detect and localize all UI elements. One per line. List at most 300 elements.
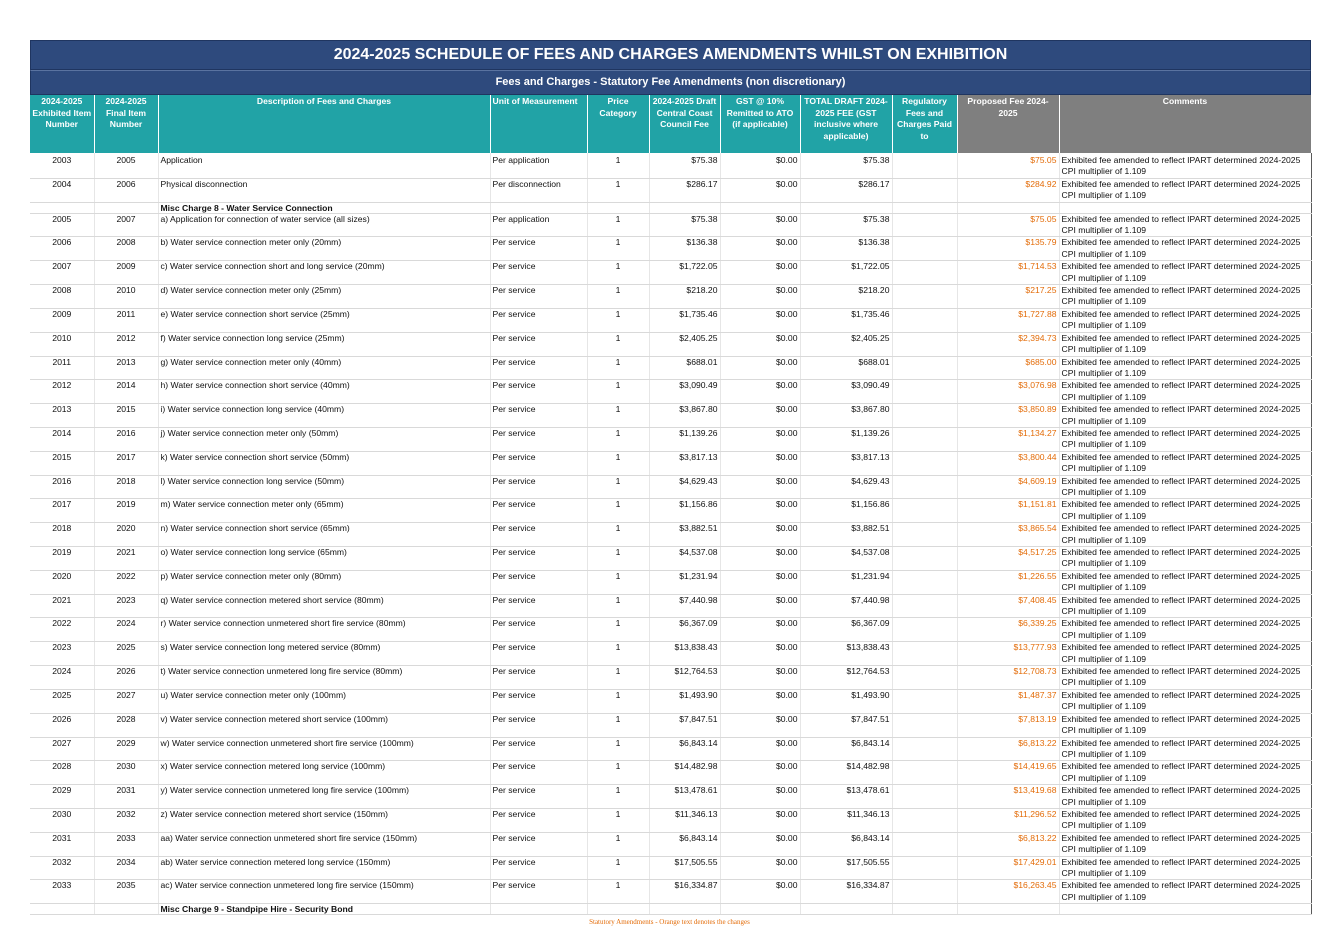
regulatory-cell: [892, 332, 957, 356]
table-row: [30, 761, 1311, 785]
exhibited-item-cell: 2017: [30, 499, 94, 523]
comment-cell: Exhibited fee amended to reflect IPART determined 2024-2025 CPI multiplier of 1.109: [1059, 178, 1311, 202]
draft-fee-cell: $7,847.51: [649, 713, 720, 737]
regulatory-cell: [892, 618, 957, 642]
section-heading: Misc Charge 9 - Standpipe Hire - Security Bond: [158, 904, 490, 915]
proposed-fee-cell: $13,419.68: [957, 785, 1059, 809]
final-item-cell: 2022: [94, 570, 158, 594]
price-category-cell: 1: [587, 451, 649, 475]
description-cell: z) Water service connection metered short service (150mm): [158, 808, 490, 832]
description-cell: l) Water service connection long service (50mm): [158, 475, 490, 499]
table-row: [30, 856, 1311, 880]
price-category-cell: 1: [587, 261, 649, 285]
exhibited-item-cell: 2014: [30, 427, 94, 451]
description-cell: c) Water service connection short and long service (20mm): [158, 261, 490, 285]
proposed-fee-cell: $2,394.73: [957, 332, 1059, 356]
section-heading: Misc Charge 8 - Water Service Connection: [158, 202, 490, 213]
total-fee-cell: $136.38: [800, 237, 892, 261]
gst-cell: $0.00: [720, 451, 800, 475]
gst-cell: $0.00: [720, 737, 800, 761]
regulatory-cell: [892, 642, 957, 666]
final-item-cell: 2024: [94, 618, 158, 642]
table-row: [30, 666, 1311, 690]
empty-cell: [892, 202, 957, 213]
comment-cell: Exhibited fee amended to reflect IPART determined 2024-2025 CPI multiplier of 1.109: [1059, 880, 1311, 904]
draft-fee-cell: $3,817.13: [649, 451, 720, 475]
final-item-cell: 2023: [94, 594, 158, 618]
exhibited-item-cell: 2027: [30, 737, 94, 761]
description-cell: w) Water service connection unmetered short fire service (100mm): [158, 737, 490, 761]
price-category-cell: 1: [587, 856, 649, 880]
empty-cell: [490, 904, 587, 915]
gst-cell: $0.00: [720, 785, 800, 809]
gst-cell: $0.00: [720, 427, 800, 451]
exhibited-item-cell: 2015: [30, 451, 94, 475]
empty-cell: [94, 904, 158, 915]
description-cell: r) Water service connection unmetered short fire service (80mm): [158, 618, 490, 642]
description-cell: Physical disconnection: [158, 178, 490, 202]
comment-cell: Exhibited fee amended to reflect IPART determined 2024-2025 CPI multiplier of 1.109: [1059, 713, 1311, 737]
comment-cell: Exhibited fee amended to reflect IPART determined 2024-2025 CPI multiplier of 1.109: [1059, 380, 1311, 404]
draft-fee-cell: $286.17: [649, 178, 720, 202]
description-cell: b) Water service connection meter only (20mm): [158, 237, 490, 261]
draft-fee-cell: $75.38: [649, 153, 720, 178]
unit-cell: Per service: [490, 785, 587, 809]
proposed-fee-cell: $75.05: [957, 213, 1059, 237]
comment-cell: Exhibited fee amended to reflect IPART determined 2024-2025 CPI multiplier of 1.109: [1059, 213, 1311, 237]
unit-cell: Per service: [490, 832, 587, 856]
table-row: [30, 404, 1311, 428]
total-fee-cell: $6,843.14: [800, 737, 892, 761]
regulatory-cell: [892, 404, 957, 428]
final-item-cell: 2006: [94, 178, 158, 202]
comment-cell: Exhibited fee amended to reflect IPART determined 2024-2025 CPI multiplier of 1.109: [1059, 618, 1311, 642]
price-category-cell: 1: [587, 153, 649, 178]
final-item-cell: 2012: [94, 332, 158, 356]
comment-cell: Exhibited fee amended to reflect IPART determined 2024-2025 CPI multiplier of 1.109: [1059, 856, 1311, 880]
description-cell: x) Water service connection metered long service (100mm): [158, 761, 490, 785]
exhibited-item-cell: 2025: [30, 689, 94, 713]
final-item-cell: 2007: [94, 213, 158, 237]
total-fee-cell: $6,367.09: [800, 618, 892, 642]
final-item-cell: 2020: [94, 523, 158, 547]
empty-cell: [720, 904, 800, 915]
price-category-cell: 1: [587, 332, 649, 356]
proposed-fee-cell: $135.79: [957, 237, 1059, 261]
draft-fee-cell: $1,139.26: [649, 427, 720, 451]
exhibited-item-cell: 2033: [30, 880, 94, 904]
comment-cell: Exhibited fee amended to reflect IPART determined 2024-2025 CPI multiplier of 1.109: [1059, 499, 1311, 523]
final-item-cell: 2016: [94, 427, 158, 451]
empty-cell: [587, 904, 649, 915]
price-category-cell: 1: [587, 475, 649, 499]
description-cell: n) Water service connection short service (65mm): [158, 523, 490, 547]
total-fee-cell: $1,231.94: [800, 570, 892, 594]
proposed-fee-cell: $14,419.65: [957, 761, 1059, 785]
empty-cell: [649, 904, 720, 915]
comment-cell: Exhibited fee amended to reflect IPART determined 2024-2025 CPI multiplier of 1.109: [1059, 475, 1311, 499]
header-draft-fee: 2024-2025 Draft Central Coast Council Fee: [649, 95, 720, 153]
gst-cell: $0.00: [720, 380, 800, 404]
section-row: [30, 904, 1311, 915]
regulatory-cell: [892, 451, 957, 475]
header-proposed-fee: Proposed Fee 2024-2025: [957, 95, 1059, 153]
proposed-fee-cell: $1,487.37: [957, 689, 1059, 713]
unit-cell: Per service: [490, 666, 587, 690]
exhibited-item-cell: 2008: [30, 285, 94, 309]
comment-cell: Exhibited fee amended to reflect IPART determined 2024-2025 CPI multiplier of 1.109: [1059, 594, 1311, 618]
total-fee-cell: $75.38: [800, 153, 892, 178]
table-row: [30, 153, 1311, 178]
price-category-cell: 1: [587, 761, 649, 785]
price-category-cell: 1: [587, 689, 649, 713]
unit-cell: Per service: [490, 261, 587, 285]
final-item-cell: 2027: [94, 689, 158, 713]
total-fee-cell: $12,764.53: [800, 666, 892, 690]
draft-fee-cell: $1,722.05: [649, 261, 720, 285]
total-fee-cell: $13,838.43: [800, 642, 892, 666]
draft-fee-cell: $17,505.55: [649, 856, 720, 880]
final-item-cell: 2018: [94, 475, 158, 499]
final-item-cell: 2029: [94, 737, 158, 761]
exhibited-item-cell: 2006: [30, 237, 94, 261]
proposed-fee-cell: $1,151.81: [957, 499, 1059, 523]
table-row: [30, 261, 1311, 285]
comment-cell: Exhibited fee amended to reflect IPART determined 2024-2025 CPI multiplier of 1.109: [1059, 832, 1311, 856]
proposed-fee-cell: $3,800.44: [957, 451, 1059, 475]
gst-cell: $0.00: [720, 213, 800, 237]
proposed-fee-cell: $6,813.22: [957, 737, 1059, 761]
price-category-cell: 1: [587, 499, 649, 523]
price-category-cell: 1: [587, 308, 649, 332]
final-item-cell: 2026: [94, 666, 158, 690]
regulatory-cell: [892, 761, 957, 785]
total-fee-cell: $3,090.49: [800, 380, 892, 404]
description-cell: p) Water service connection meter only (80mm): [158, 570, 490, 594]
empty-cell: [800, 904, 892, 915]
regulatory-cell: [892, 237, 957, 261]
regulatory-cell: [892, 178, 957, 202]
comment-cell: Exhibited fee amended to reflect IPART determined 2024-2025 CPI multiplier of 1.109: [1059, 332, 1311, 356]
document-title: 2024-2025 SCHEDULE OF FEES AND CHARGES AMENDMENTS WHILST ON EXHIBITION: [30, 40, 1311, 70]
comment-cell: Exhibited fee amended to reflect IPART determined 2024-2025 CPI multiplier of 1.109: [1059, 308, 1311, 332]
final-item-cell: 2009: [94, 261, 158, 285]
description-cell: y) Water service connection unmetered long fire service (100mm): [158, 785, 490, 809]
empty-cell: [957, 904, 1059, 915]
table-row: [30, 356, 1311, 380]
fees-table: [30, 95, 1312, 915]
description-cell: a) Application for connection of water service (all sizes): [158, 213, 490, 237]
unit-cell: Per service: [490, 594, 587, 618]
regulatory-cell: [892, 523, 957, 547]
table-row: [30, 880, 1311, 904]
regulatory-cell: [892, 261, 957, 285]
draft-fee-cell: $688.01: [649, 356, 720, 380]
table-row: [30, 618, 1311, 642]
price-category-cell: 1: [587, 547, 649, 571]
header-price-category: Price Category: [587, 95, 649, 153]
regulatory-cell: [892, 832, 957, 856]
proposed-fee-cell: $12,708.73: [957, 666, 1059, 690]
price-category-cell: 1: [587, 404, 649, 428]
description-cell: k) Water service connection short service (50mm): [158, 451, 490, 475]
exhibited-item-cell: 2004: [30, 178, 94, 202]
proposed-fee-cell: $7,408.45: [957, 594, 1059, 618]
gst-cell: $0.00: [720, 689, 800, 713]
empty-cell: [30, 202, 94, 213]
proposed-fee-cell: $1,714.53: [957, 261, 1059, 285]
gst-cell: $0.00: [720, 261, 800, 285]
regulatory-cell: [892, 689, 957, 713]
price-category-cell: 1: [587, 570, 649, 594]
comment-cell: Exhibited fee amended to reflect IPART determined 2024-2025 CPI multiplier of 1.109: [1059, 642, 1311, 666]
total-fee-cell: $1,722.05: [800, 261, 892, 285]
price-category-cell: 1: [587, 880, 649, 904]
regulatory-cell: [892, 285, 957, 309]
total-fee-cell: $1,139.26: [800, 427, 892, 451]
description-cell: ac) Water service connection unmetered long fire service (150mm): [158, 880, 490, 904]
total-fee-cell: $11,346.13: [800, 808, 892, 832]
unit-cell: Per service: [490, 737, 587, 761]
regulatory-cell: [892, 213, 957, 237]
total-fee-cell: $286.17: [800, 178, 892, 202]
gst-cell: $0.00: [720, 594, 800, 618]
table-row: [30, 475, 1311, 499]
proposed-fee-cell: $4,609.19: [957, 475, 1059, 499]
comment-cell: Exhibited fee amended to reflect IPART determined 2024-2025 CPI multiplier of 1.109: [1059, 404, 1311, 428]
proposed-fee-cell: $16,263.45: [957, 880, 1059, 904]
description-cell: Application: [158, 153, 490, 178]
gst-cell: $0.00: [720, 499, 800, 523]
gst-cell: $0.00: [720, 832, 800, 856]
exhibited-item-cell: 2020: [30, 570, 94, 594]
final-item-cell: 2011: [94, 308, 158, 332]
gst-cell: $0.00: [720, 153, 800, 178]
table-row: [30, 285, 1311, 309]
draft-fee-cell: $1,493.90: [649, 689, 720, 713]
description-cell: o) Water service connection long service (65mm): [158, 547, 490, 571]
table-row: [30, 737, 1311, 761]
header-unit: Unit of Measurement: [490, 95, 587, 153]
empty-cell: [1059, 202, 1311, 213]
exhibited-item-cell: 2022: [30, 618, 94, 642]
total-fee-cell: $4,537.08: [800, 547, 892, 571]
proposed-fee-cell: $1,226.55: [957, 570, 1059, 594]
exhibited-item-cell: 2024: [30, 666, 94, 690]
draft-fee-cell: $4,537.08: [649, 547, 720, 571]
exhibited-item-cell: 2009: [30, 308, 94, 332]
unit-cell: Per service: [490, 880, 587, 904]
regulatory-cell: [892, 737, 957, 761]
comment-cell: Exhibited fee amended to reflect IPART determined 2024-2025 CPI multiplier of 1.109: [1059, 761, 1311, 785]
fee-schedule-sheet: [30, 40, 1311, 915]
header-regulatory-paid-to: Regulatory Fees and Charges Paid to: [892, 95, 957, 153]
description-cell: g) Water service connection meter only (40mm): [158, 356, 490, 380]
empty-cell: [957, 202, 1059, 213]
unit-cell: Per service: [490, 642, 587, 666]
proposed-fee-cell: $7,813.19: [957, 713, 1059, 737]
table-row: [30, 451, 1311, 475]
gst-cell: $0.00: [720, 856, 800, 880]
gst-cell: $0.00: [720, 808, 800, 832]
proposed-fee-cell: $13,777.93: [957, 642, 1059, 666]
footer-note: Statutory Amendments - Orange text denotes the changes: [589, 918, 750, 926]
unit-cell: Per service: [490, 451, 587, 475]
comment-cell: Exhibited fee amended to reflect IPART determined 2024-2025 CPI multiplier of 1.109: [1059, 356, 1311, 380]
empty-cell: [800, 202, 892, 213]
table-row: [30, 178, 1311, 202]
exhibited-item-cell: 2029: [30, 785, 94, 809]
unit-cell: Per application: [490, 213, 587, 237]
gst-cell: $0.00: [720, 666, 800, 690]
gst-cell: $0.00: [720, 618, 800, 642]
comment-cell: Exhibited fee amended to reflect IPART determined 2024-2025 CPI multiplier of 1.109: [1059, 666, 1311, 690]
gst-cell: $0.00: [720, 308, 800, 332]
final-item-cell: 2035: [94, 880, 158, 904]
unit-cell: Per service: [490, 689, 587, 713]
unit-cell: Per service: [490, 356, 587, 380]
price-category-cell: 1: [587, 666, 649, 690]
table-row: [30, 523, 1311, 547]
proposed-fee-cell: $11,296.52: [957, 808, 1059, 832]
price-category-cell: 1: [587, 832, 649, 856]
total-fee-cell: $75.38: [800, 213, 892, 237]
exhibited-item-cell: 2011: [30, 356, 94, 380]
draft-fee-cell: $7,440.98: [649, 594, 720, 618]
header-exhibited-item: 2024-2025 Exhibited Item Number: [30, 95, 94, 153]
regulatory-cell: [892, 856, 957, 880]
total-fee-cell: $17,505.55: [800, 856, 892, 880]
unit-cell: Per disconnection: [490, 178, 587, 202]
final-item-cell: 2010: [94, 285, 158, 309]
unit-cell: Per service: [490, 761, 587, 785]
final-item-cell: 2008: [94, 237, 158, 261]
total-fee-cell: $218.20: [800, 285, 892, 309]
comment-cell: Exhibited fee amended to reflect IPART determined 2024-2025 CPI multiplier of 1.109: [1059, 261, 1311, 285]
comment-cell: Exhibited fee amended to reflect IPART determined 2024-2025 CPI multiplier of 1.109: [1059, 523, 1311, 547]
table-row: [30, 308, 1311, 332]
proposed-fee-cell: $1,134.27: [957, 427, 1059, 451]
gst-cell: $0.00: [720, 570, 800, 594]
comment-cell: Exhibited fee amended to reflect IPART determined 2024-2025 CPI multiplier of 1.109: [1059, 427, 1311, 451]
gst-cell: $0.00: [720, 761, 800, 785]
final-item-cell: 2021: [94, 547, 158, 571]
exhibited-item-cell: 2012: [30, 380, 94, 404]
draft-fee-cell: $1,231.94: [649, 570, 720, 594]
final-item-cell: 2030: [94, 761, 158, 785]
comment-cell: Exhibited fee amended to reflect IPART determined 2024-2025 CPI multiplier of 1.109: [1059, 237, 1311, 261]
proposed-fee-cell: $3,076.98: [957, 380, 1059, 404]
table-row: [30, 808, 1311, 832]
proposed-fee-cell: $284.92: [957, 178, 1059, 202]
total-fee-cell: $2,405.25: [800, 332, 892, 356]
draft-fee-cell: $1,156.86: [649, 499, 720, 523]
description-cell: d) Water service connection meter only (25mm): [158, 285, 490, 309]
table-row: [30, 594, 1311, 618]
price-category-cell: 1: [587, 523, 649, 547]
price-category-cell: 1: [587, 594, 649, 618]
comment-cell: Exhibited fee amended to reflect IPART determined 2024-2025 CPI multiplier of 1.109: [1059, 547, 1311, 571]
total-fee-cell: $16,334.87: [800, 880, 892, 904]
unit-cell: Per service: [490, 713, 587, 737]
table-row: [30, 547, 1311, 571]
unit-cell: Per application: [490, 153, 587, 178]
regulatory-cell: [892, 570, 957, 594]
draft-fee-cell: $13,838.43: [649, 642, 720, 666]
gst-cell: $0.00: [720, 475, 800, 499]
description-cell: ab) Water service connection metered long service (150mm): [158, 856, 490, 880]
exhibited-item-cell: 2013: [30, 404, 94, 428]
final-item-cell: 2033: [94, 832, 158, 856]
comment-cell: Exhibited fee amended to reflect IPART determined 2024-2025 CPI multiplier of 1.109: [1059, 451, 1311, 475]
total-fee-cell: $1,493.90: [800, 689, 892, 713]
table-row: [30, 642, 1311, 666]
final-item-cell: 2017: [94, 451, 158, 475]
regulatory-cell: [892, 153, 957, 178]
draft-fee-cell: $218.20: [649, 285, 720, 309]
regulatory-cell: [892, 380, 957, 404]
draft-fee-cell: $13,478.61: [649, 785, 720, 809]
draft-fee-cell: $3,867.80: [649, 404, 720, 428]
regulatory-cell: [892, 594, 957, 618]
table-row: [30, 499, 1311, 523]
total-fee-cell: $3,817.13: [800, 451, 892, 475]
regulatory-cell: [892, 713, 957, 737]
draft-fee-cell: $75.38: [649, 213, 720, 237]
gst-cell: $0.00: [720, 547, 800, 571]
regulatory-cell: [892, 356, 957, 380]
proposed-fee-cell: $3,865.54: [957, 523, 1059, 547]
total-fee-cell: $3,867.80: [800, 404, 892, 428]
table-row: [30, 570, 1311, 594]
exhibited-item-cell: 2031: [30, 832, 94, 856]
draft-fee-cell: $16,334.87: [649, 880, 720, 904]
proposed-fee-cell: $217.25: [957, 285, 1059, 309]
empty-cell: [587, 202, 649, 213]
exhibited-item-cell: 2023: [30, 642, 94, 666]
price-category-cell: 1: [587, 427, 649, 451]
description-cell: s) Water service connection long metered service (80mm): [158, 642, 490, 666]
table-row: [30, 785, 1311, 809]
exhibited-item-cell: 2007: [30, 261, 94, 285]
table-row: [30, 213, 1311, 237]
proposed-fee-cell: $1,727.88: [957, 308, 1059, 332]
comment-cell: Exhibited fee amended to reflect IPART determined 2024-2025 CPI multiplier of 1.109: [1059, 785, 1311, 809]
proposed-fee-cell: $75.05: [957, 153, 1059, 178]
description-cell: m) Water service connection meter only (65mm): [158, 499, 490, 523]
proposed-fee-cell: $685.00: [957, 356, 1059, 380]
gst-cell: $0.00: [720, 285, 800, 309]
final-item-cell: 2034: [94, 856, 158, 880]
gst-cell: $0.00: [720, 713, 800, 737]
price-category-cell: 1: [587, 213, 649, 237]
gst-cell: $0.00: [720, 332, 800, 356]
exhibited-item-cell: 2030: [30, 808, 94, 832]
proposed-fee-cell: $17,429.01: [957, 856, 1059, 880]
proposed-fee-cell: $6,813.22: [957, 832, 1059, 856]
table-row: [30, 689, 1311, 713]
final-item-cell: 2025: [94, 642, 158, 666]
draft-fee-cell: $6,843.14: [649, 832, 720, 856]
price-category-cell: 1: [587, 618, 649, 642]
regulatory-cell: [892, 427, 957, 451]
regulatory-cell: [892, 475, 957, 499]
final-item-cell: 2014: [94, 380, 158, 404]
price-category-cell: 1: [587, 178, 649, 202]
comment-cell: Exhibited fee amended to reflect IPART determined 2024-2025 CPI multiplier of 1.109: [1059, 689, 1311, 713]
unit-cell: Per service: [490, 499, 587, 523]
gst-cell: $0.00: [720, 237, 800, 261]
